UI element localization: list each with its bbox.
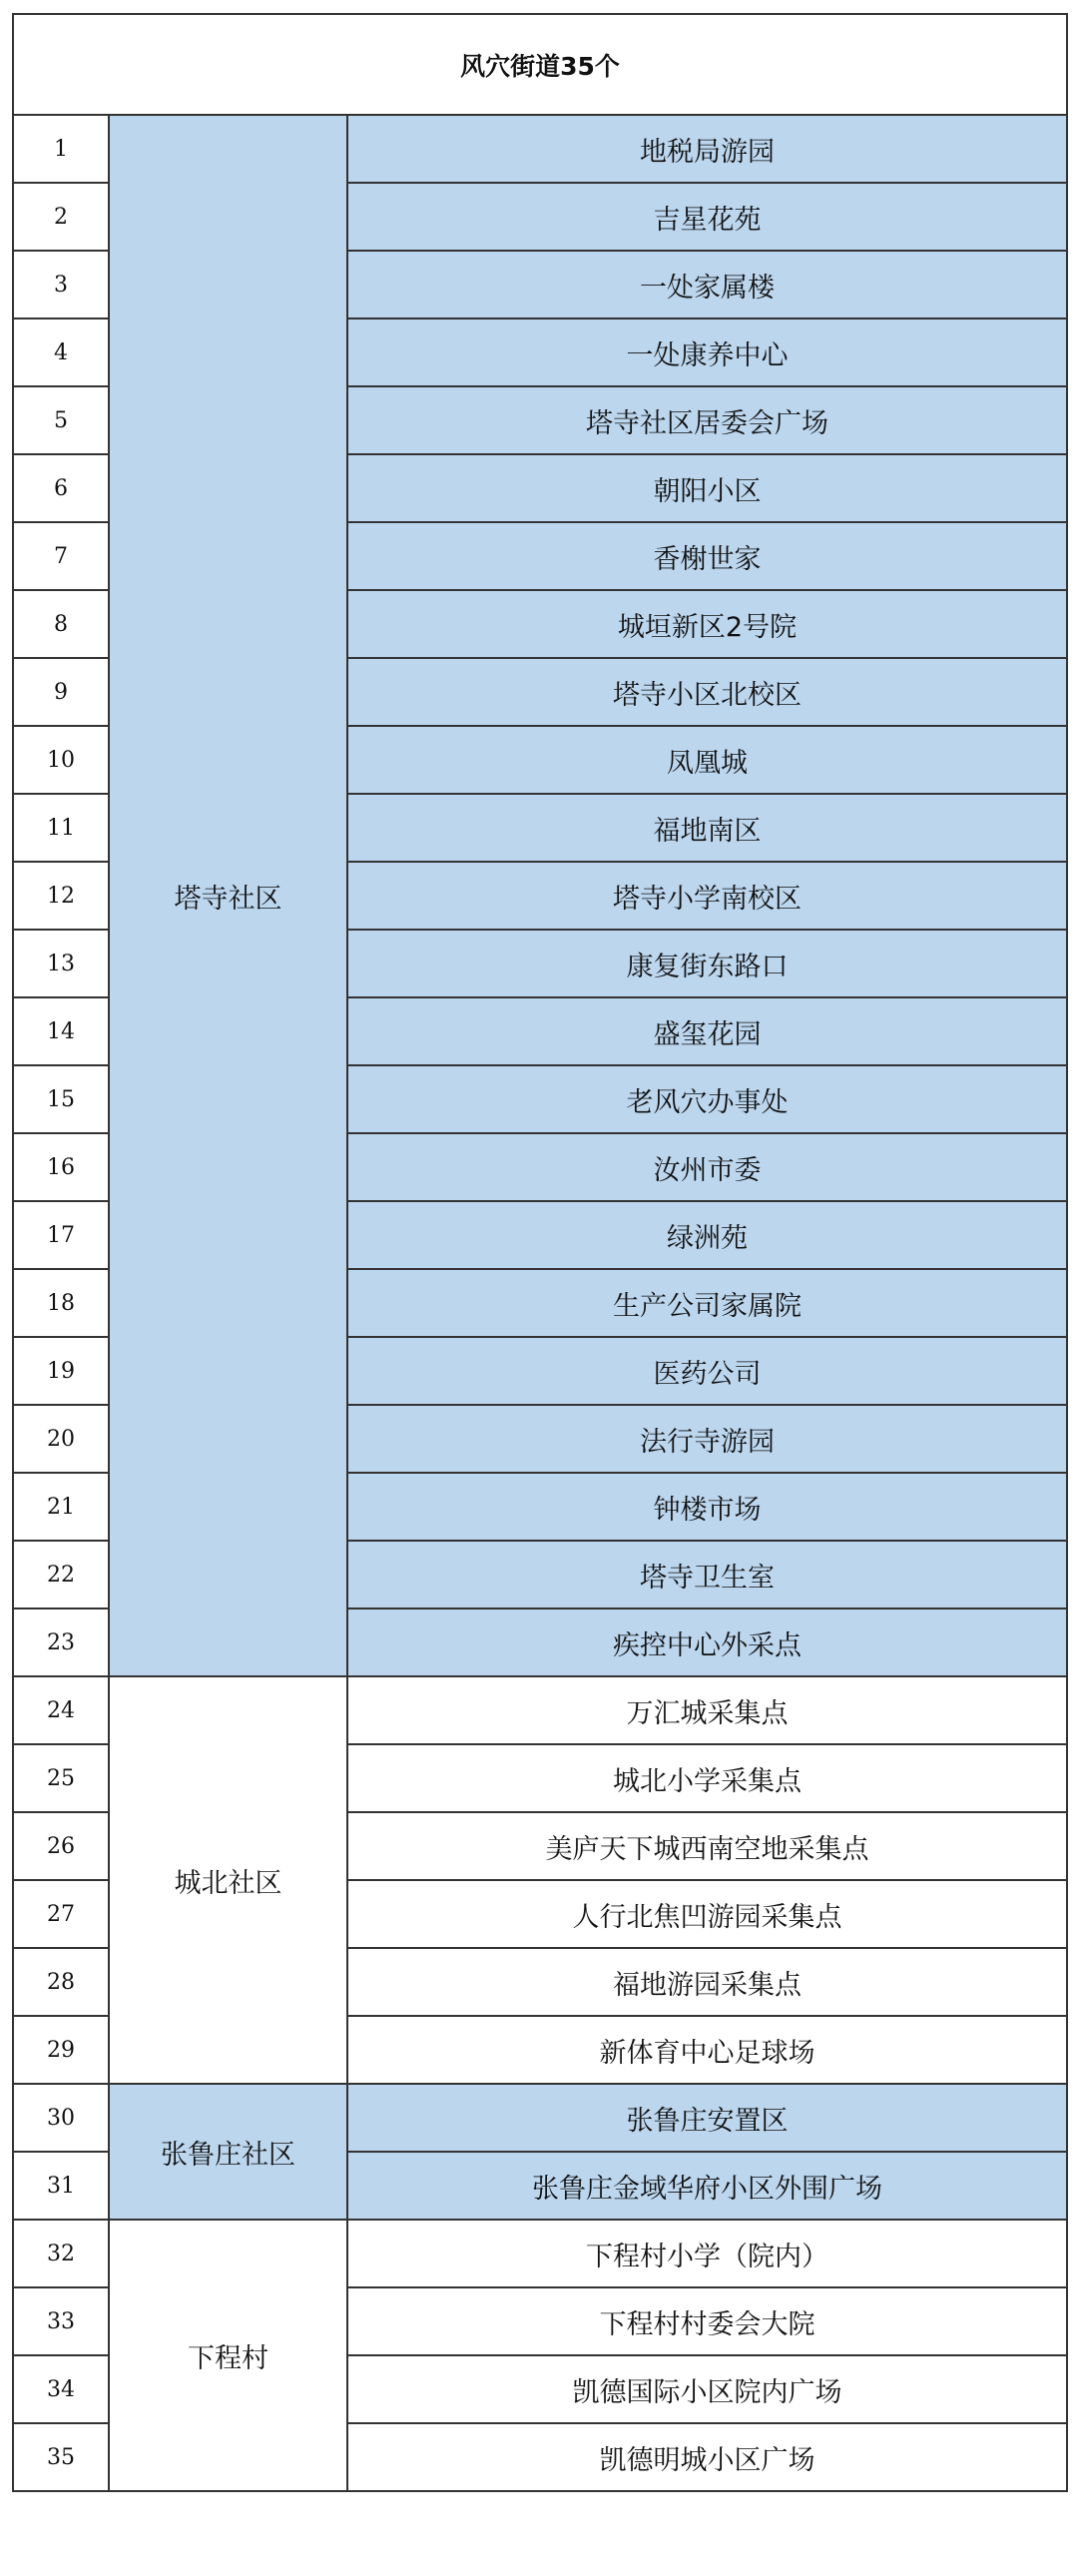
table-row — [13, 1676, 1067, 1744]
table-row — [13, 115, 1067, 183]
row-number: 9 — [13, 658, 109, 726]
row-number: 16 — [13, 1133, 109, 1201]
row-number: 25 — [13, 1744, 109, 1812]
row-number: 18 — [13, 1269, 109, 1337]
row-number: 34 — [13, 2355, 109, 2423]
row-number: 4 — [13, 319, 109, 386]
row-number: 11 — [13, 794, 109, 862]
site-name-cell: 一处康养中心 — [347, 319, 1067, 386]
row-number: 35 — [13, 2423, 109, 2491]
community-cell: 张鲁庄社区 — [109, 2084, 347, 2220]
site-name-cell: 人行北焦凹游园采集点 — [347, 1880, 1067, 1948]
row-number: 21 — [13, 1473, 109, 1541]
site-name-cell: 下程村小学（院内） — [347, 2220, 1067, 2287]
row-number: 10 — [13, 726, 109, 794]
site-name-cell: 城北小学采集点 — [347, 1744, 1067, 1812]
site-name-cell: 下程村村委会大院 — [347, 2287, 1067, 2355]
site-name-cell: 绿洲苑 — [347, 1201, 1067, 1269]
site-name-cell: 一处家属楼 — [347, 251, 1067, 319]
site-name-cell: 汝州市委 — [347, 1133, 1067, 1201]
site-name-cell: 医药公司 — [347, 1337, 1067, 1405]
row-number: 31 — [13, 2152, 109, 2220]
community-cell: 城北社区 — [109, 1676, 347, 2084]
community-cell: 下程村 — [109, 2220, 347, 2491]
site-name-cell: 塔寺社区居委会广场 — [347, 386, 1067, 454]
row-number: 17 — [13, 1201, 109, 1269]
row-number: 6 — [13, 454, 109, 522]
row-number: 27 — [13, 1880, 109, 1948]
sampling-sites-sheet — [12, 13, 1066, 2563]
site-name-cell: 吉星花苑 — [347, 183, 1067, 251]
site-name-cell: 福地游园采集点 — [347, 1948, 1067, 2016]
row-number: 3 — [13, 251, 109, 319]
site-name-cell: 香榭世家 — [347, 522, 1067, 590]
row-number: 8 — [13, 590, 109, 658]
row-number: 14 — [13, 997, 109, 1065]
row-number: 24 — [13, 1676, 109, 1744]
row-number: 2 — [13, 183, 109, 251]
site-name-cell: 凯德明城小区广场 — [347, 2423, 1067, 2491]
row-number: 22 — [13, 1541, 109, 1609]
site-name-cell: 凤凰城 — [347, 726, 1067, 794]
row-number: 13 — [13, 930, 109, 997]
site-name-cell: 法行寺游园 — [347, 1405, 1067, 1473]
table-row — [13, 2220, 1067, 2287]
row-number: 20 — [13, 1405, 109, 1473]
row-number: 12 — [13, 862, 109, 930]
row-number: 26 — [13, 1812, 109, 1880]
site-name-cell: 疾控中心外采点 — [347, 1609, 1067, 1676]
site-name-cell: 城垣新区2号院 — [347, 590, 1067, 658]
row-number: 32 — [13, 2220, 109, 2287]
site-name-cell: 塔寺小学南校区 — [347, 862, 1067, 930]
site-name-cell: 福地南区 — [347, 794, 1067, 862]
community-cell: 塔寺社区 — [109, 115, 347, 1676]
row-number: 15 — [13, 1065, 109, 1133]
row-number: 28 — [13, 1948, 109, 2016]
site-name-cell: 生产公司家属院 — [347, 1269, 1067, 1337]
table-body — [13, 115, 1067, 2491]
site-name-cell: 老风穴办事处 — [347, 1065, 1067, 1133]
row-number: 29 — [13, 2016, 109, 2084]
site-name-cell: 美庐天下城西南空地采集点 — [347, 1812, 1067, 1880]
row-number: 7 — [13, 522, 109, 590]
site-name-cell: 钟楼市场 — [347, 1473, 1067, 1541]
row-number: 1 — [13, 115, 109, 183]
site-name-cell: 盛玺花园 — [347, 997, 1067, 1065]
row-number: 5 — [13, 386, 109, 454]
sampling-sites-table — [12, 13, 1068, 2492]
site-name-cell: 新体育中心足球场 — [347, 2016, 1067, 2084]
table-row — [13, 2084, 1067, 2152]
row-number: 19 — [13, 1337, 109, 1405]
row-number: 30 — [13, 2084, 109, 2152]
site-name-cell: 张鲁庄金域华府小区外围广场 — [347, 2152, 1067, 2220]
site-name-cell: 朝阳小区 — [347, 454, 1067, 522]
site-name-cell: 凯德国际小区院内广场 — [347, 2355, 1067, 2423]
site-name-cell: 张鲁庄安置区 — [347, 2084, 1067, 2152]
site-name-cell: 地税局游园 — [347, 115, 1067, 183]
row-number: 33 — [13, 2287, 109, 2355]
site-name-cell: 塔寺小区北校区 — [347, 658, 1067, 726]
site-name-cell: 塔寺卫生室 — [347, 1541, 1067, 1609]
table-title: 风穴街道35个 — [13, 14, 1067, 115]
site-name-cell: 万汇城采集点 — [347, 1676, 1067, 1744]
site-name-cell: 康复街东路口 — [347, 930, 1067, 997]
row-number: 23 — [13, 1609, 109, 1676]
